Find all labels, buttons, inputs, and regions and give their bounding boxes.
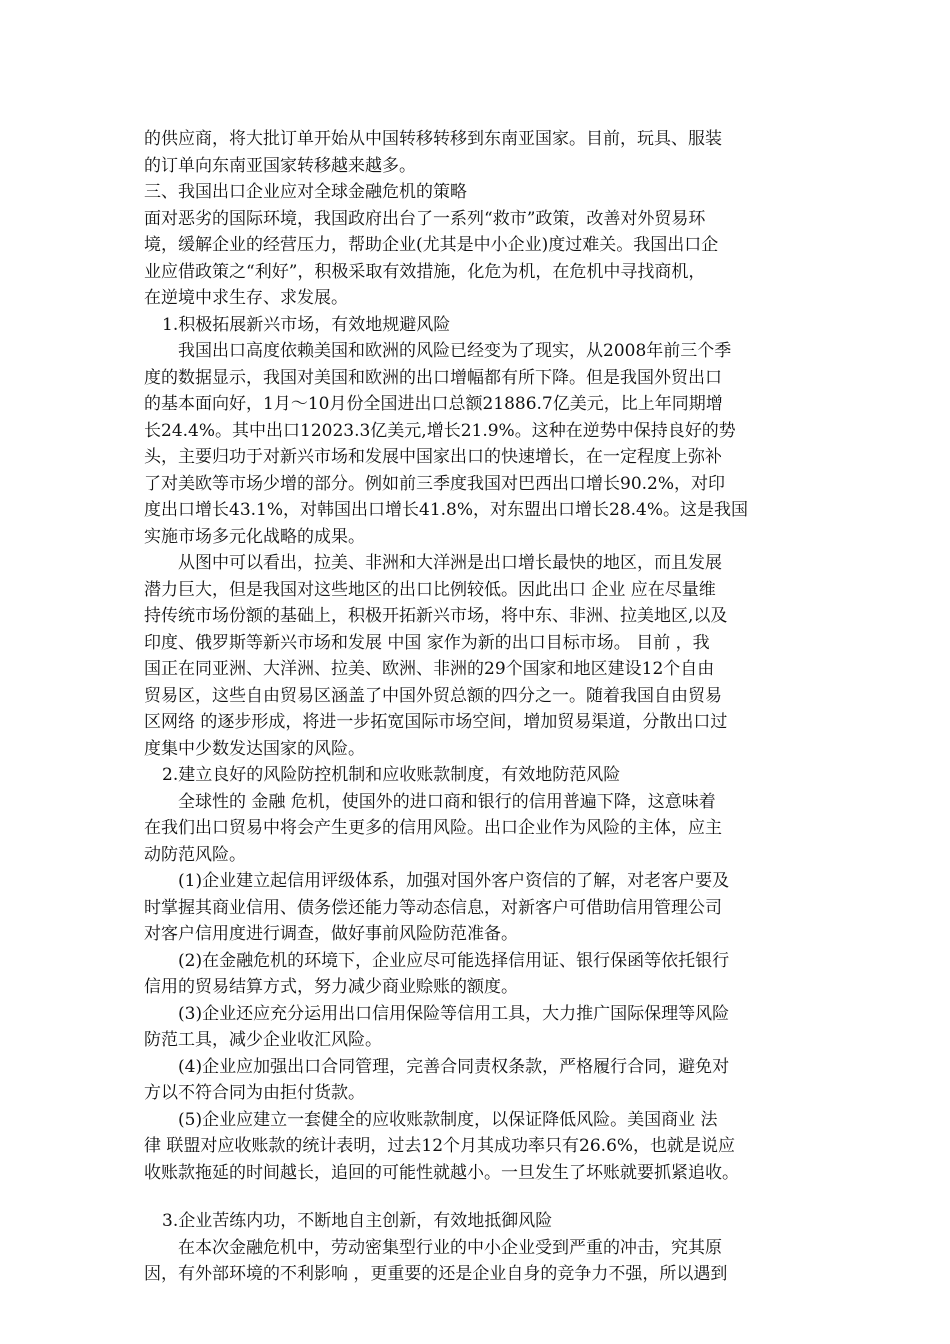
text-line: 从图中可以看出，拉美、非洲和大洋洲是出口增长最快的地区，而且发展 [178,553,722,573]
text-line: 信用的贸易结算方式，努力减少商业赊账的额度。 [144,977,518,997]
text-line: 长24.4%。其中出口12023.3亿美元,增长21.9%。这种在逆势中保持良好的势 [144,420,736,441]
text-line: 度的数据显示，我国对美国和欧洲的出口增幅都有所下降。但是我国外贸出口 [144,367,722,388]
text-line: 实施市场多元化战略的成果。 [144,526,365,547]
paragraph-gap [144,1186,806,1208]
text-line: 的基本面向好，1月～10月份全国进出口总额21886.7亿美元，比上年同期增 [144,394,723,414]
text-line: 业应借政策之“利好”，积极采取有效措施，化危为机，在危机中寻找商机， [144,261,706,282]
text-line: 的订单向东南亚国家转移越来越多。 [144,155,416,176]
text-line: 持传统市场份额的基础上，积极开拓新兴市场，将中东、非洲、拉美地区,以及 [144,606,728,626]
text-line: 在我们出口贸易中将会产生更多的信用风险。出口企业作为风险的主体，应主 [144,818,722,838]
text-line: 头，主要归功于对新兴市场和发展中国家出口的快速增长，在一定程度上弥补 [144,447,722,467]
text-line: 2.建立良好的风险防控机制和应收账款制度，有效地防范风险 [162,765,621,785]
text-line: 对客户信用度进行调查，做好事前风险防范准备。 [144,924,518,944]
text-line: 面对恶劣的国际环境，我国政府出台了一系列“救市”政策，改善对外贸易环 [144,208,706,229]
text-line: 在本次金融危机中，劳动密集型行业的中小企业受到严重的冲击，究其原 [178,1237,722,1258]
text-line: 全球性的 金融 危机，使国外的进口商和银行的信用普遍下降，这意味着 [178,791,716,812]
text-line: (1)企业建立起信用评级体系，加强对国外客户资信的了解，对老客户要及 [178,871,730,891]
text-line: 防范工具，减少企业收汇风险。 [144,1030,382,1050]
text-line: 3.企业苦练内功，不断地自主创新，有效地抵御风险 [162,1211,553,1231]
text-line: 贸易区，这些自由贸易区涵盖了中国外贸总额的四分之一。随着我国自由贸易 [144,685,722,706]
text-line: 时掌握其商业信用、债务偿还能力等动态信息，对新客户可借助信用管理公司 [144,897,722,918]
document-page [144,126,806,1288]
text-line: (3)企业还应充分运用出口信用保险等信用工具，大力推广国际保理等风险 [178,1003,730,1024]
text-line: 因，有外部环境的不利影响 ，更重要的还是企业自身的竞争力不强，所以遇到 [144,1264,728,1284]
text-line: (4)企业应加强出口合同管理，完善合同责权条款，严格履行合同，避免对 [178,1056,730,1077]
text-line: 国正在同亚洲、大洋洲、拉美、欧洲、非洲的29个国家和地区建设12个自由 [144,659,715,679]
text-line: 方以不符合同为由拒付货款。 [144,1083,365,1103]
text-line: 度出口增长43.1%，对韩国出口增长41.8%，对东盟出口增长28.4%。这是我国 [144,500,749,520]
text-line: 我国出口高度依赖美国和欧洲的风险已经变为了现实，从2008年前三个季 [178,341,732,361]
text-line: 收账款拖延的时间越长，追回的可能性就越小。一旦发生了坏账就要抓紧追收。 [144,1162,739,1183]
text-line: 区网络 的逐步形成，将进一步拓宽国际市场空间，增加贸易渠道，分散出口过 [144,712,728,732]
text-line: (2)在金融危机的环境下，企业应尽可能选择信用证、银行保函等依托银行 [178,950,730,971]
text-line: 1.积极拓展新兴市场，有效地规避风险 [162,314,451,335]
text-line: (5)企业应建立一套健全的应收账款制度，以保证降低风险。美国商业 法 [178,1109,718,1130]
text-line: 了对美欧等市场少增的部分。例如前三季度我国对巴西出口增长90.2%，对印 [144,473,726,494]
text-line: 印度、俄罗斯等新兴市场和发展 中国 家作为新的出口目标市场。 目前 ，我 [144,632,710,653]
text-line: 境，缓解企业的经营压力，帮助企业(尤其是中小企业)度过难关。我国出口企 [144,235,719,255]
text-line: 度集中少数发达国家的风险。 [144,738,365,759]
text-line: 三、我国出口企业应对全球金融危机的策略 [144,182,467,202]
text-line: 在逆境中求生存、求发展。 [144,288,348,308]
text-line: 动防范风险。 [144,844,246,865]
text-line: 的供应商，将大批订单开始从中国转移转移到东南亚国家。目前，玩具、服装 [144,129,722,149]
text-line: 律 联盟对应收账款的统计表明，过去12个月其成功率只有26.6%，也就是说应 [144,1136,736,1156]
text-line: 潜力巨大，但是我国对这些地区的出口比例较低。因此出口 企业 应在尽量维 [144,579,716,600]
